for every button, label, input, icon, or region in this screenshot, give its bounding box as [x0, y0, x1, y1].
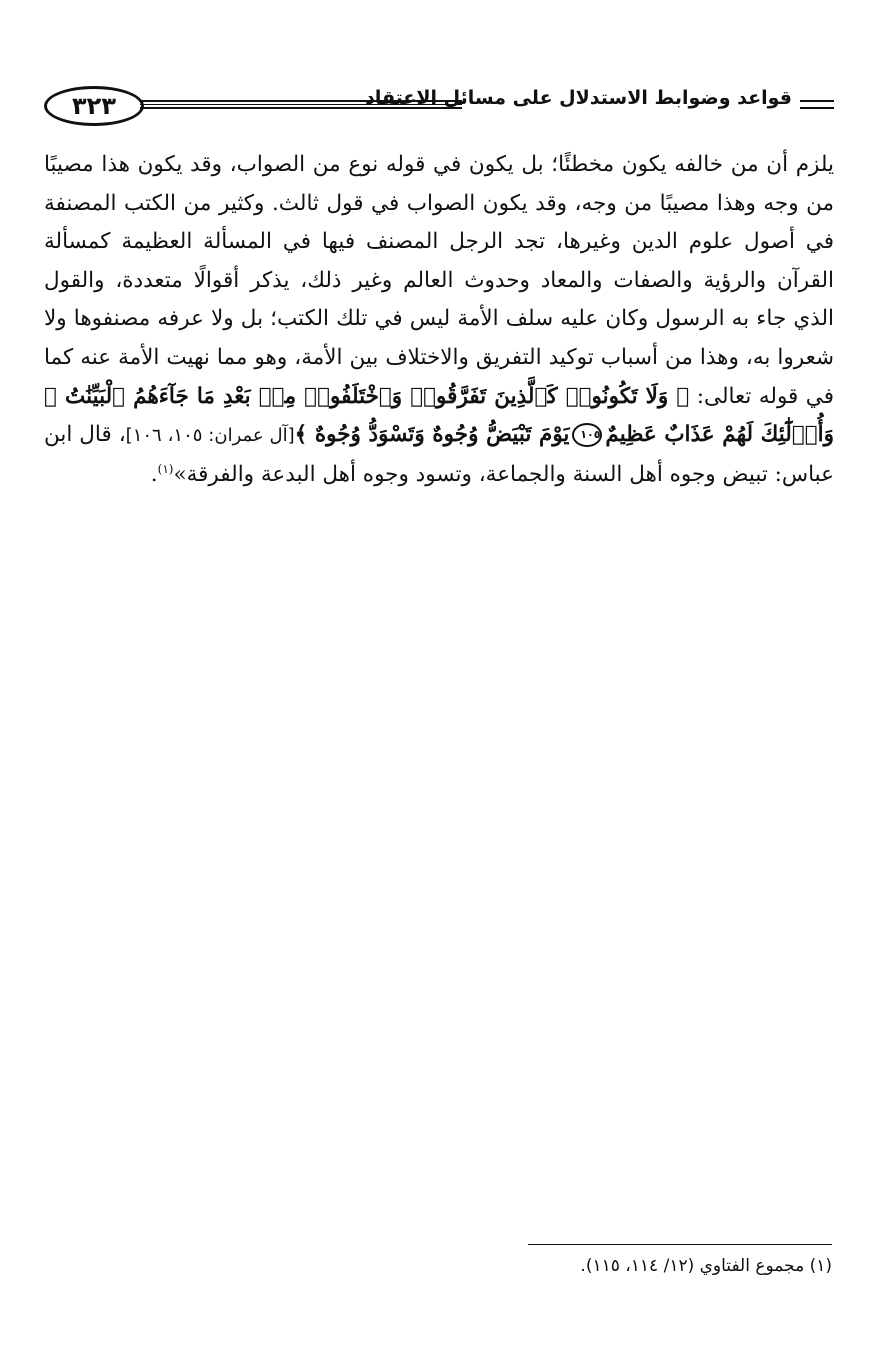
quran-open-bracket: ﴿: [676, 383, 690, 409]
quran-text-2: يَوْمَ تَبْيَضُّ وُجُوهٌ وَتَسْوَدُّ وُجُوهٌ: [314, 422, 570, 448]
header-marker: [800, 100, 834, 109]
verse-reference: [آل عمران: ١٠٥، ١٠٦]: [125, 425, 295, 447]
main-text: [44, 146, 834, 494]
ayah-number-marker: ١٠٥: [572, 423, 602, 447]
quran-text-1: وَلَا تَكُونُوا۟ كَٱلَّذِينَ تَفَرَّقُوا۟ وَٱخْتَلَفُوا۟ مِنۢ بَعْدِ مَا جَآءَهُمُ ٱلْبَيِّنَٰتُ ۚ وَأُو۟لَٰٓئِكَ لَهُمْ عَذَابٌ عَظِيمٌ: [44, 383, 834, 448]
sentence-end: .: [150, 461, 158, 487]
quran-close-bracket: ﴾: [294, 422, 308, 448]
footnote-marker: (١): [157, 461, 174, 476]
text-part-1: يلزم أن من خالفه يكون مخطئًا؛ بل يكون في قوله نوع من الصواب، وقد يكون هذا مصيبًا من وجه وهذا مصيبًا من وجه، وقد يكون الصواب في قول ثالث. وكثير من الكتب المصنفة في أصول علوم الدين وغيرها، تجد الرجل المصنف فيها في المسألة العظيمة كمسألة القرآن والرؤية والصفات والمعاد وحدوث العالم وغير ذلك، يذكر أقوالًا متعددة، والقول الذي جاء به الرسول وكان عليه سلف الأمة ليس في تلك الكتب؛ بل ولا عرفه مصنفوها ولا شعروا به، وهذا من أسباب توكيد التفريق والاختلاف بين الأمة، وهو مما نهيت الأمة عنه كما في قوله تعالى:: [44, 152, 834, 409]
footnote-separator: [528, 1244, 832, 1245]
running-header: [44, 84, 834, 130]
book-title: قواعد وضوابط الاستدلال على مسائل الاعتقاد: [365, 87, 792, 109]
paragraph: [44, 146, 834, 494]
text-part-2: ، قال ابن عباس: تبيض وجوه أهل السنة والجماعة، وتسود وجوه أهل البدعة والفرقة»: [44, 422, 834, 487]
page-number: ٣٢٣: [44, 86, 144, 126]
footnote: (١) مجموع الفتاوي (١٢/ ١١٤، ١١٥).: [580, 1256, 832, 1276]
